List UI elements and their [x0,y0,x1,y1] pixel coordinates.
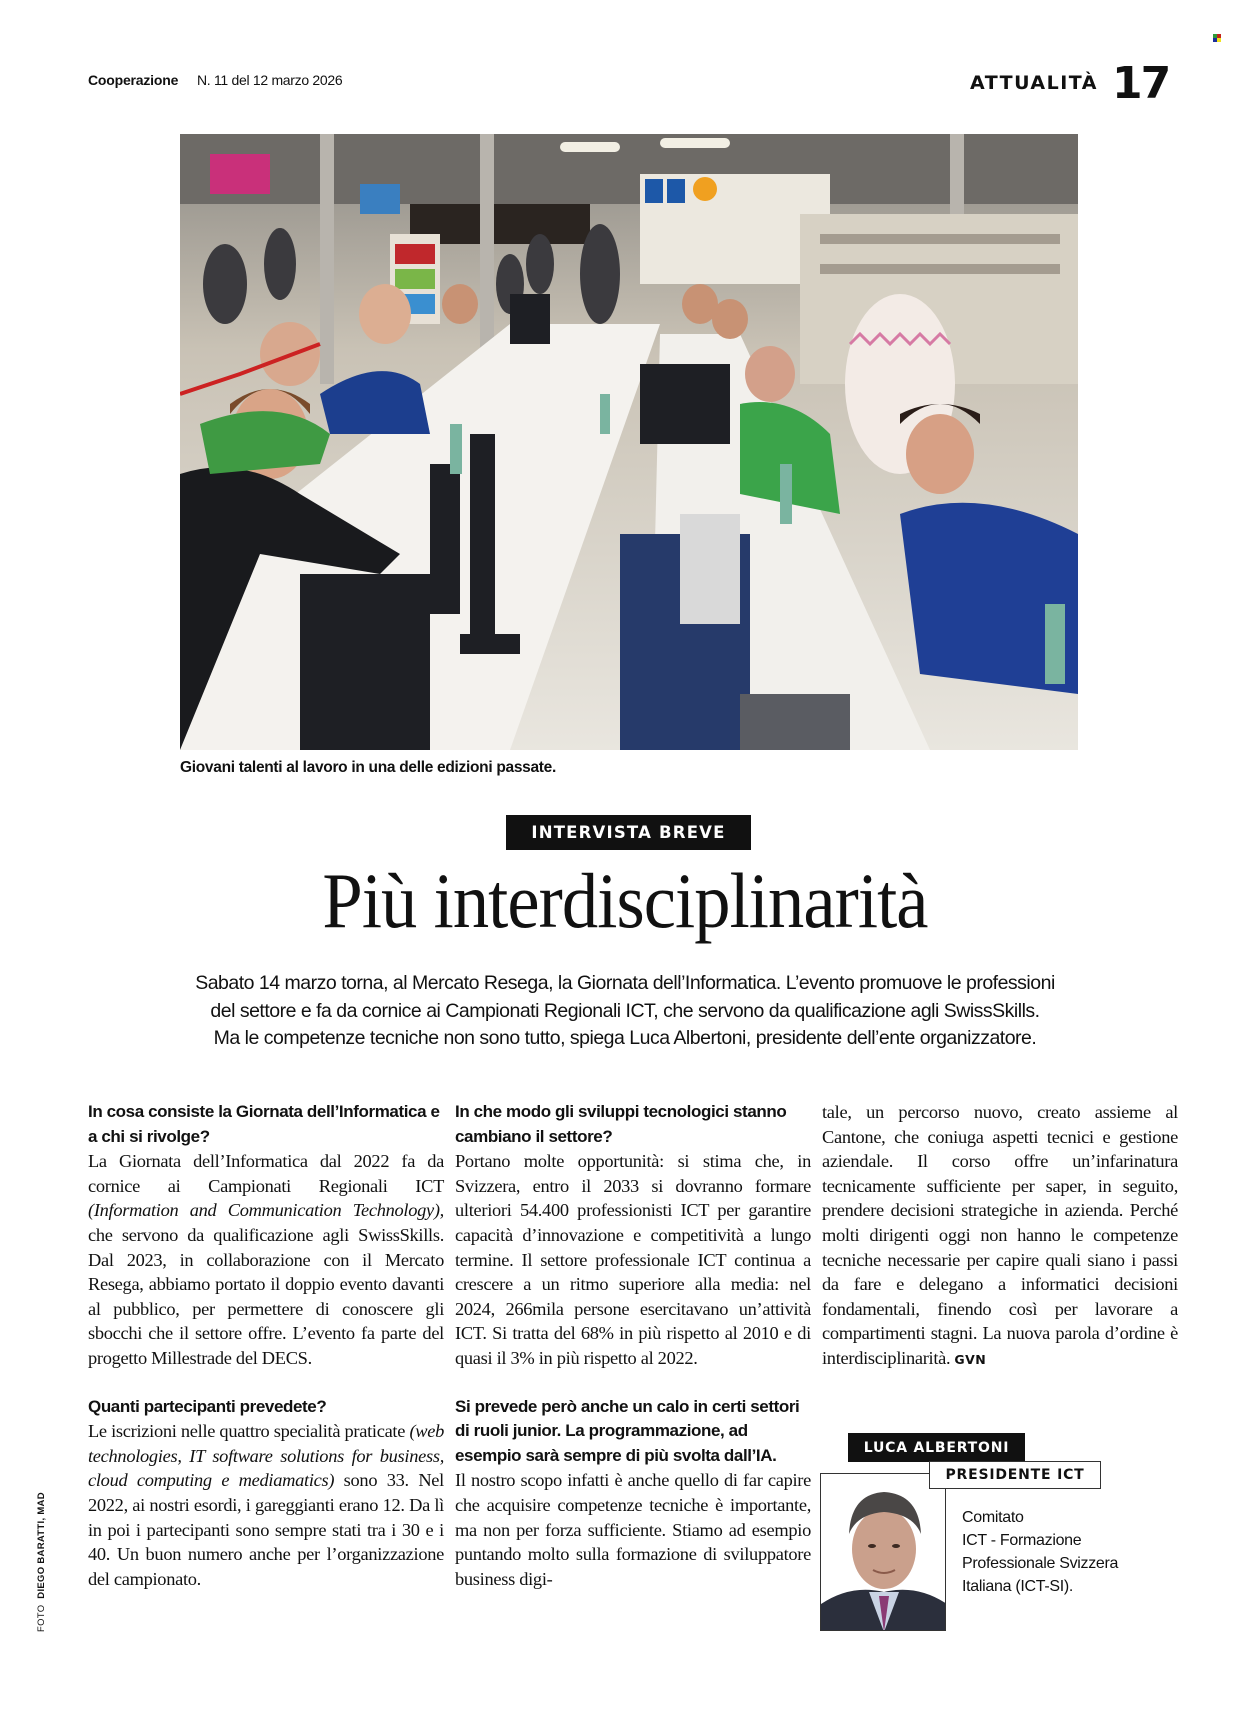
page-number: 17 [1112,58,1170,109]
lead-line: Ma le competenze tecniche non sono tutto, spiega Luca Albertoni, presidente dell’ente organizzatore. [213,1027,1037,1049]
article-kicker: INTERVISTA BREVE [506,815,751,850]
credit-prefix: FOTO [36,1604,47,1632]
section-title: ATTUALITÀ [970,72,1099,94]
photo-credit [36,1492,47,1632]
answer-text: tale, un percorso nuovo, creato assieme al Cantone, che coniuga aspetti tecnici e gestione aziendale. Il corso offre un’infarinatura tecnicamente sufficiente per saper, in seguito, prendere decisioni strategiche in azienda. Perché molti dirigenti oggi non hanno le competenze tecniche necessarie per capire quali siano i passi da fare e delegano a informatici decisioni fondamentali, finendo così per lavorare a compartimenti stagni. La nuova parola d’ordine è interdisciplinarità. [822,1102,1178,1368]
interview-question: In cosa consiste la Giornata dell’Informatica e a chi si rivolge? [88,1102,440,1146]
answer-text: Le iscrizioni nelle quattro specialità praticate [88,1421,410,1442]
interview-answer-continued [822,1100,1178,1373]
interview-answer [88,1149,444,1370]
interview-answer: Il nostro scopo infatti è anche quello di far capire che acquisire competenze tecniche è importante, ma non per forza sufficiente. Stiamo ad esempio puntando molto sulla formazione di sviluppatore business digi- [455,1470,811,1589]
answer-text: La Giornata dell’Informatica dal 2022 fa da cornice ai Campionati Regionali ICT [88,1151,444,1196]
lead-line: Sabato 14 marzo torna, al Mercato Resega, la Giornata dell’Informatica. L’evento promuove le professioni [195,972,1055,994]
interview-question: In che modo gli sviluppi tecnologici stanno cambiano il settore? [455,1102,787,1146]
answer-text: che servono da qualificazione agli SwissSkills. Dal 2023, in collaborazione con il Mercato Resega, abbiamo portato il doppio evento davanti al pubblico, per permettere di conoscere gli sbocchi che il settore offre. L’evento fa parte del progetto Millestrade del DECS. [88,1224,444,1368]
article-headline: Più interdisciplinarità [322,857,928,944]
body-column-1 [88,1100,444,1591]
profile-name: LUCA ALBERTONI [848,1433,1025,1462]
interview-question: Quanti partecipanti prevedete? [88,1396,327,1416]
profile-organization [962,1506,1118,1598]
photo-caption: Giovani talenti al lavoro in una delle edizioni passate. [180,759,556,776]
interview-answer [88,1419,444,1591]
answer-italic-text: (web technologies, IT software solutions for business, cloud computing e mediamatics) [88,1421,444,1491]
photo-illustration [180,134,1078,750]
org-line: Comitato [962,1509,1024,1526]
profile-portrait [820,1473,946,1631]
color-swatch [1217,38,1221,42]
author-signature: GVN [954,1351,987,1367]
publication-name: Cooperazione [88,72,179,88]
body-column-2 [455,1100,811,1591]
profile-role: PRESIDENTE ICT [929,1461,1101,1489]
interview-answer: Portano molte opportunità: si stima che, in Svizzera, entro il 2033 si dovranno formare ulteriori 54.400 professionisti ICT per garantire capacità d’innovazione e competitività a lungo termine. Il settore professionale ICT continua a crescere a un ritmo superiore alla media: nel 2024, 266mila persone esercitavano un’attività ICT. Si tratta del 68% in più rispetto al 2010 e di quasi il 3% in più rispetto al 2022. [455,1151,811,1368]
lead-line: del settore e fa da cornice ai Campionati Regionali ICT, che servono da qualificazione agli SwissSkills. [210,999,1040,1022]
issue-info: N. 11 del 12 marzo 2026 [197,72,343,88]
answer-italic-text: (Information and Communication Technology), [88,1200,444,1221]
answer-text: sono 33. Nel 2022, ai nostri esordi, i gareggianti erano 12. Da lì in poi i partecipanti sono sempre stati tra i 30 e i 40. Un buon numero anche per l’organizzazione del campionato. [88,1470,444,1589]
article-lead [140,970,1110,1053]
interview-question: Si prevede però anche un calo in certi settori di ruoli junior. La programmazione, ad esempio sarà sempre di più svolta dall’IA. [455,1396,800,1465]
body-column-3 [822,1100,1178,1373]
portrait-illustration [821,1474,946,1631]
main-photo [180,134,1078,750]
org-line: Italiana (ICT-SI). [962,1578,1074,1595]
print-color-mark [1213,34,1221,42]
credit-name: DIEGO BARATTI, MAD [36,1492,47,1599]
org-line: ICT - Formazione [962,1532,1082,1549]
org-line: Professionale Svizzera [962,1555,1119,1572]
